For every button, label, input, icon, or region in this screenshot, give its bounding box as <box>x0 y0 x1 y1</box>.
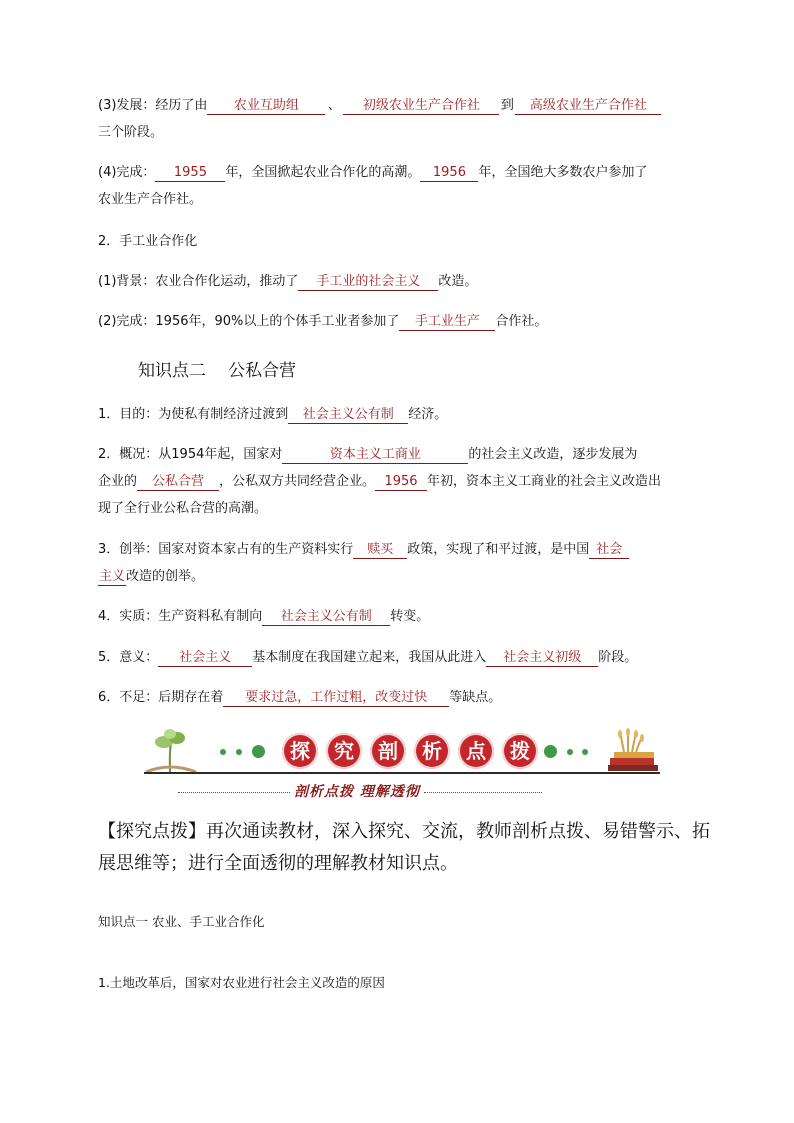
banner-char: 点 <box>458 733 494 769</box>
para-purpose: 1．目的：为使私有制经济过渡到 社会主义公有制 经济。 <box>98 407 448 422</box>
banner-char: 究 <box>326 733 362 769</box>
blank-answer: 手工业的社会主义 <box>298 273 438 291</box>
dotted-leader <box>424 792 542 793</box>
para-significance: 5．意义： 社会主义 基本制度在我国建立起来，我国从此进入 社会主义初级 阶段。 <box>98 650 638 665</box>
banner-divider <box>144 772 660 774</box>
blank-answer: 1955 <box>155 164 225 182</box>
books-wheat-icon <box>602 728 664 774</box>
para-innovation-line2: 主义改造的创举。 <box>98 569 205 584</box>
para-overview-line3: 现了全行业公私合营的高潮。 <box>98 501 268 516</box>
para-innovation: 3．创举：国家对资本家占有的生产资料实行 赎买 政策，实现了和平过渡，是中国 社会 <box>98 540 698 560</box>
blank-answer: 资本主义工商业 <box>282 446 468 464</box>
section-handicraft-title: 2．手工业合作化 <box>98 234 198 249</box>
explore-banner <box>140 728 664 778</box>
dotted-leader <box>178 792 290 793</box>
explore-instruction: 【探究点拨】再次通读教材，深入探究、交流，教师剖析点拨、易错警示、拓展思维等；进行全面透彻的理解教材知识点。 <box>98 821 710 874</box>
dot-icon <box>567 749 573 755</box>
blank-answer: 社会主义 <box>158 649 252 667</box>
blank-answer: 1956 <box>375 473 427 491</box>
blank-answer: 高级农业生产合作社 <box>515 97 661 115</box>
blank-answer: 社会主义公有制 <box>288 406 408 424</box>
para-shortcomings: 6．不足：后期存在着 要求过急，工作过粗，改变过快 等缺点。 <box>98 690 502 705</box>
para-completion-cont: 农业生产合作社。 <box>98 192 203 207</box>
blank-answer: 公私合营 <box>137 473 219 491</box>
blank-answer: 社会 <box>589 541 629 559</box>
sapling-icon <box>140 728 200 774</box>
para-overview: 2．概况：从1954年起，国家对 资本主义工商业 的社会主义改造，逐步发展为 <box>98 447 638 462</box>
question-land-reform: 1.土地改革后，国家对农业进行社会主义改造的原因 <box>98 975 385 990</box>
banner-char: 探 <box>282 733 318 769</box>
blank-answer: 农业互助组 <box>207 97 325 115</box>
para-completion: (4)完成： 1955 年，全国掀起农业合作化的高潮。 1956 年，全国绝大多数农户参加了 <box>98 165 648 180</box>
blank-answer: 主义 <box>98 569 125 584</box>
dot-icon <box>236 749 242 755</box>
para-essence: 4．实质：生产资料私有制向 社会主义公有制 转变。 <box>98 609 430 624</box>
blank-answer: 1956 <box>420 164 478 182</box>
para-overview-line2: 企业的 公私合营 ，公私双方共同经营企业。 1956 年初，资本主义工商业的社会主义改造出 <box>98 474 662 489</box>
para-handicraft-completion: (2)完成：1956年，90%以上的个体手工业者参加了 手工业生产 合作社。 <box>98 314 548 329</box>
banner-subtitle: 剖析点拨 理解透彻 <box>174 781 594 801</box>
dot-icon <box>220 749 226 755</box>
dot-icon <box>582 749 588 755</box>
banner-char: 拨 <box>502 733 538 769</box>
para-handicraft-background: (1)背景：农业合作化运动，推动了 手工业的社会主义 改造。 <box>98 274 478 289</box>
knowledge-point-one-heading: 知识点一 农业、手工业合作化 <box>98 914 265 929</box>
blank-answer: 赎买 <box>353 541 407 559</box>
dot-icon <box>252 745 265 758</box>
blank-answer: 初级农业生产合作社 <box>343 97 499 115</box>
para-development: (3)发展：经历了由 农业互助组 、 初级农业生产合作社 到 高级农业生产合作社 <box>98 96 698 116</box>
knowledge-point-two-heading: 知识点二 公私合营 <box>138 361 296 381</box>
para-development-cont: 三个阶段。 <box>98 125 164 140</box>
banner-char: 析 <box>414 733 450 769</box>
blank-answer: 手工业生产 <box>399 313 495 331</box>
blank-answer: 社会主义公有制 <box>262 608 390 626</box>
blank-answer: 要求过急，工作过粗，改变过快 <box>223 689 449 707</box>
dot-icon <box>544 745 557 758</box>
blank-answer: 社会主义初级 <box>486 649 598 667</box>
banner-char: 剖 <box>370 733 406 769</box>
